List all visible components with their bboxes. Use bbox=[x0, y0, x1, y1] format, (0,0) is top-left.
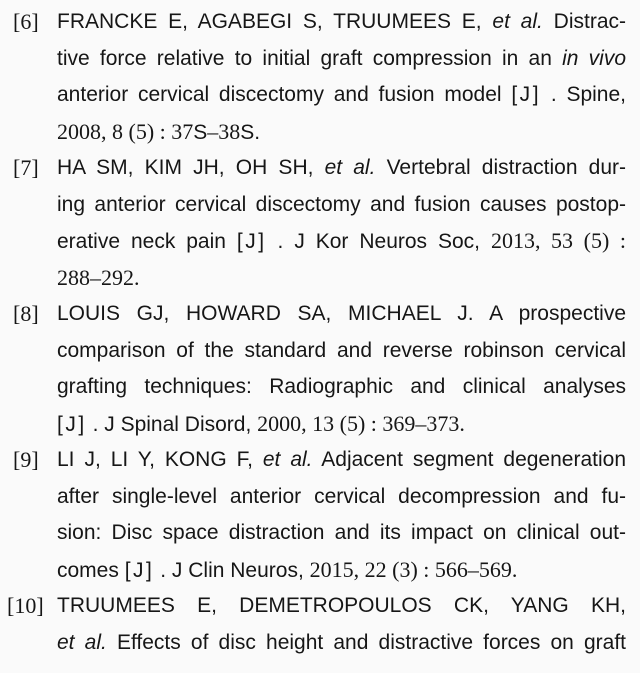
reference-item bbox=[0, 4, 640, 150]
reference-text-segment: Distrac- bbox=[542, 10, 626, 33]
reference-number: [9] bbox=[13, 447, 39, 472]
reference-text-segment: et al. bbox=[492, 10, 543, 33]
reference-line bbox=[57, 369, 626, 406]
reference-text bbox=[57, 442, 626, 588]
reference-item bbox=[0, 442, 640, 588]
reference-line bbox=[57, 114, 626, 151]
reference-text-segment: 2000, 13 (5) : 369–373. bbox=[257, 410, 465, 436]
reference-text-segment: sion: Disc space distraction and its impact on clinical out- bbox=[57, 521, 626, 544]
reference-text-segment: Vertebral distraction dur- bbox=[375, 156, 626, 179]
reference-line bbox=[57, 41, 626, 78]
reference-line bbox=[57, 588, 626, 625]
reference-line bbox=[57, 515, 626, 552]
reference-text-segment: 2013, 53 (5) : bbox=[490, 228, 626, 253]
reference-text-segment: Adjacent segment degeneration bbox=[312, 448, 626, 471]
reference-text-segment: HA SM, KIM JH, OH SH, bbox=[57, 156, 325, 179]
reference-text-segment: anterior cervical discectomy and fusion model bbox=[57, 83, 512, 106]
reference-line bbox=[57, 442, 626, 479]
reference-item bbox=[0, 296, 640, 442]
reference-text-segment: 2015, 22 (3) : 566–569. bbox=[309, 556, 518, 582]
reference-text-segment: erative neck pain bbox=[57, 230, 237, 253]
reference-line bbox=[57, 479, 626, 516]
references-list bbox=[0, 4, 640, 661]
reference-number: [8] bbox=[13, 301, 39, 326]
reference-text-segment: . J Kor Neuros Soc, bbox=[266, 230, 491, 253]
reference-line bbox=[57, 260, 626, 297]
reference-text-segment: . J Clin Neuros, bbox=[154, 558, 310, 582]
reference-line bbox=[57, 77, 626, 114]
reference-text-segment: [J] bbox=[236, 230, 267, 253]
reference-line bbox=[57, 187, 626, 224]
reference-text-segment: tive force relative to initial graft compression in an bbox=[57, 46, 563, 70]
reference-item bbox=[0, 150, 640, 296]
reference-text-segment: et al. bbox=[324, 156, 376, 179]
reference-text-segment: comes bbox=[57, 558, 125, 582]
reference-item bbox=[0, 588, 640, 661]
reference-text bbox=[57, 296, 626, 442]
reference-number: [7] bbox=[13, 155, 39, 180]
reference-line bbox=[57, 150, 626, 187]
reference-line bbox=[57, 296, 626, 333]
reference-line bbox=[57, 223, 626, 260]
reference-text bbox=[57, 4, 626, 150]
reference-text-segment: [J] bbox=[57, 412, 87, 436]
reference-text-segment: TRUUMEES E, DEMETROPOULOS CK, YANG KH, bbox=[57, 594, 626, 617]
reference-line bbox=[57, 552, 626, 589]
reference-text-segment: Effects of disc height and distractive forces on graft bbox=[106, 630, 626, 654]
reference-text-segment: comparison of the standard and reverse robinson cervical bbox=[57, 338, 626, 362]
reference-text-segment: . J Spinal Disord, bbox=[86, 412, 258, 436]
reference-line bbox=[57, 333, 626, 370]
reference-text-segment: ing anterior cervical discectomy and fusion causes postop- bbox=[57, 192, 626, 216]
reference-line bbox=[57, 625, 626, 662]
reference-text-segment: 288–292. bbox=[57, 264, 140, 290]
reference-number: [10] bbox=[7, 593, 44, 618]
reference-text-segment: –38 bbox=[207, 118, 241, 144]
reference-line bbox=[57, 406, 626, 443]
reference-text-segment: LOUIS GJ, HOWARD SA, MICHAEL J. A prospective bbox=[57, 302, 626, 325]
reference-text-segment: in vivo bbox=[562, 46, 626, 70]
reference-text-segment: LI J, LI Y, KONG F, bbox=[57, 448, 263, 471]
reference-text-segment: grafting techniques: Radiographic and clinical analyses bbox=[57, 375, 626, 398]
reference-number: [6] bbox=[13, 9, 39, 34]
reference-text bbox=[57, 150, 626, 296]
reference-line bbox=[57, 4, 626, 41]
reference-text-segment: . Spine, bbox=[541, 83, 626, 106]
reference-text-segment: S. bbox=[240, 120, 261, 144]
reference-text-segment: et al. bbox=[262, 448, 313, 471]
reference-text-segment: FRANCKE E, AGABEGI S, TRUUMEES E, bbox=[57, 10, 493, 33]
reference-text-segment: [J] bbox=[511, 83, 542, 106]
reference-text-segment: et al. bbox=[57, 630, 107, 654]
reference-text bbox=[57, 588, 626, 661]
reference-text-segment: S bbox=[193, 120, 208, 144]
reference-text-segment: 2008, 8 (5) : 37 bbox=[57, 118, 194, 144]
reference-text-segment: [J] bbox=[124, 558, 155, 582]
reference-text-segment: after single-level anterior cervical decompression and fu- bbox=[57, 484, 626, 508]
